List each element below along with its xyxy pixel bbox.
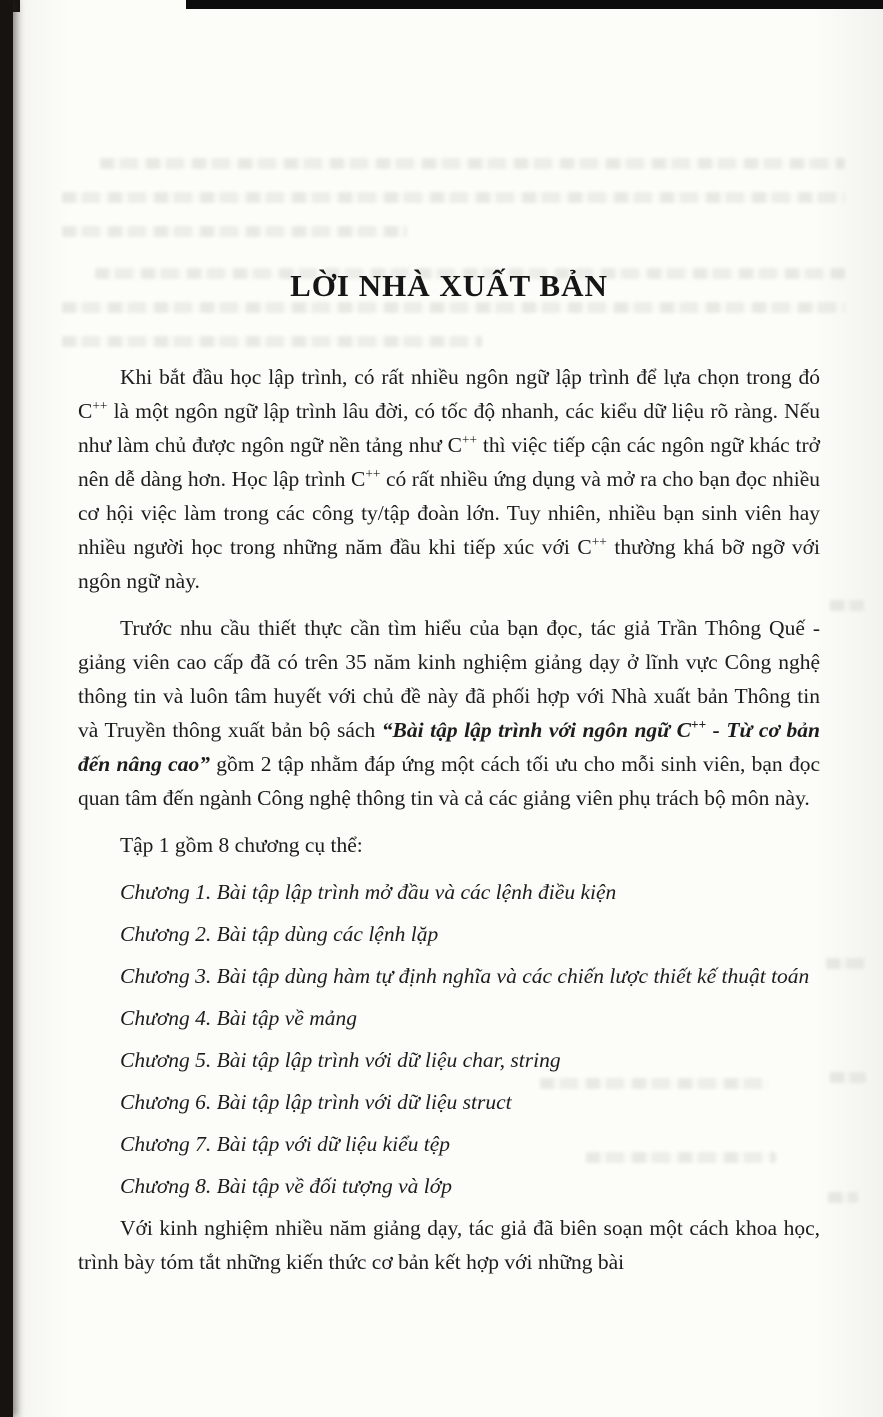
chapter-item [78,917,820,951]
paragraph [78,1211,820,1279]
text-run: - Từ cơ bản đến nâng cao” [78,718,820,776]
text-run: Chương 2. Bài tập dùng các lệnh lặp [120,922,439,946]
bleed-through-mark [830,1072,866,1083]
paragraph [78,611,820,815]
bleed-through-mark [826,958,866,969]
chapter-item [78,1043,820,1077]
text-run: Chương 6. Bài tập lập trình với dữ liệu struct [120,1090,512,1114]
text-column [78,0,820,1292]
text-run: “Bài tập lập trình với ngôn ngữ C [381,718,691,742]
superscript-text: ++ [92,397,108,413]
text-run: Chương 7. Bài tập với dữ liệu kiểu tệp [120,1132,451,1156]
superscript-text: ++ [690,716,707,732]
text-run: là một ngôn ngữ lập trình lâu đời, có tốc độ nhanh, các kiểu dữ liệu rõ ràng. Nếu như làm chủ được ngôn ngữ nền tảng như C [78,399,820,457]
scan-edge-left [0,0,13,1417]
paragraph [78,828,820,862]
text-run: Chương 8. Bài tập về đối tượng và lớp [120,1174,452,1198]
text-run: Chương 4. Bài tập về mảng [120,1006,357,1030]
text-run: gồm 2 tập nhằm đáp ứng một cách tối ưu cho mỗi sinh viên, bạn đọc quan tâm đến ngành Công nghệ thông tin và cả các giảng viên phụ trách bộ môn này. [78,752,820,810]
text-run: Chương 3. Bài tập dùng hàm tự định nghĩa và các chiến lược thiết kế thuật toán [120,964,810,988]
text-run: Chương 1. Bài tập lập trình mở đầu và các lệnh điều kiện [120,880,617,904]
text-run: có rất nhiều ứng dụng và mở ra cho bạn đọc nhiều cơ hội việc làm trong các công ty/tập đoàn lớn. Tuy nhiên, nhiều bạn sinh viên hay nhiều người học trong những năm đầu khi tiếp xúc với C [78,467,821,559]
chapter-item [78,875,820,909]
paragraph [78,360,820,598]
superscript-text: ++ [591,533,607,549]
bleed-through-mark [828,1192,858,1203]
text-run: thường khá bỡ ngỡ với ngôn ngữ này. [78,535,820,593]
superscript-text: ++ [365,465,381,481]
text-block [78,360,820,1279]
text-run: thì việc tiếp cận các ngôn ngữ khác trở nên dễ dàng hơn. Học lập trình C [78,433,820,491]
chapter-item [78,1127,820,1161]
text-run: Với kinh nghiệm nhiều năm giảng dạy, tác giả đã biên soạn một cách khoa học, trình bày tóm tắt những kiến thức cơ bản kết hợp với những bài [78,1216,820,1274]
text-run: Trước nhu cầu thiết thực cần tìm hiểu của bạn đọc, tác giả Trần Thông Quế - giảng viên cao cấp đã có trên 35 năm kinh nghiệm giảng dạy ở lĩnh vực Công nghệ thông tin và luôn tâm huyết với chủ đề này đã phối hợp với Nhà xuất bản Thông tin và Truyền thông xuất bản bộ sách [78,616,820,742]
bleed-through-mark [830,600,864,611]
chapter-item [78,1169,820,1203]
text-run: Chương 5. Bài tập lập trình với dữ liệu char, string [120,1048,561,1072]
text-run: Khi bắt đầu học lập trình, có rất nhiều ngôn ngữ lập trình để lựa chọn trong đó C [78,365,820,423]
chapter-item [78,1085,820,1119]
chapter-item [78,959,820,993]
superscript-text: ++ [461,431,478,447]
chapter-item [78,1001,820,1035]
text-run: Tập 1 gồm 8 chương cụ thể: [120,833,363,857]
page-title: LỜI NHÀ XUẤT BẢN [290,268,608,303]
